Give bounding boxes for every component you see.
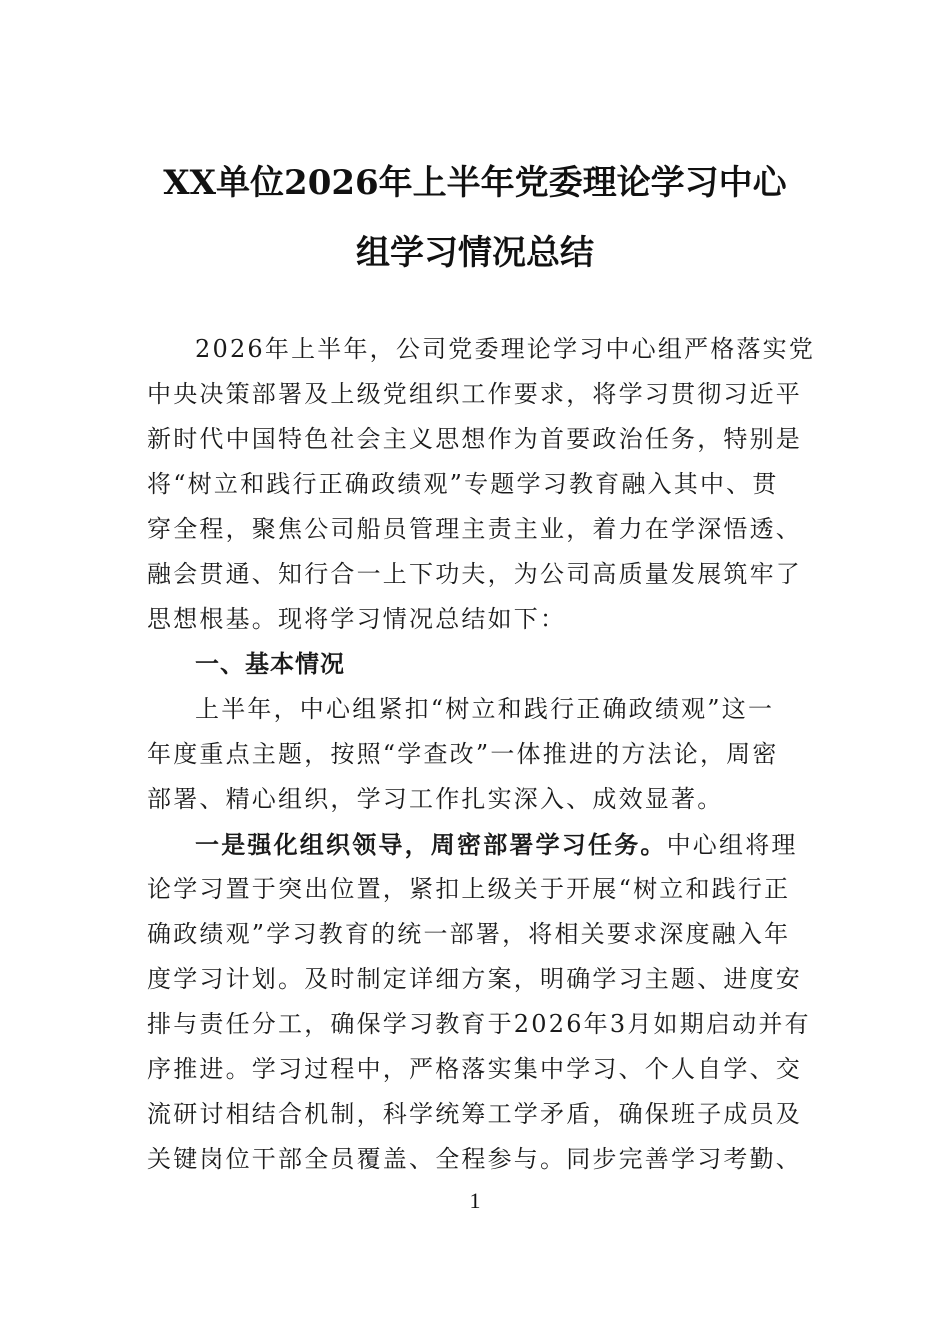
point1-line: 流研讨相结合机制，科学统筹工学矛盾，确保班子成员及	[147, 1100, 802, 1128]
intro-line: 中央决策部署及上级党组织工作要求，将学习贯彻习近平	[147, 380, 802, 408]
intro-line: 2026年上半年，公司党委理论学习中心组严格落实党	[195, 335, 816, 363]
point1-line: 序推进。学习过程中，严格落实集中学习、个人自学、交	[147, 1055, 802, 1083]
document-body	[147, 327, 816, 1182]
point1-line: 排与责任分工，确保学习教育于2026年3月如期启动并有	[147, 1010, 811, 1038]
section1-line: 年度重点主题，按照“学查改”一体推进的方法论，周密	[147, 740, 779, 768]
section1-line: 上半年，中心组紧扣“树立和践行正确政绩观”这一	[195, 695, 775, 723]
point1-line: 度学习计划。及时制定详细方案，明确学习主题、进度安	[147, 965, 802, 993]
intro-line: 思想根基。现将学习情况总结如下：	[147, 605, 567, 633]
intro-line: 将“树立和践行正确政绩观”专题学习教育融入其中、贯	[147, 470, 779, 498]
document-title-line-1: XX单位2026年上半年党委理论学习中心	[163, 163, 787, 203]
point1-line: 关键岗位干部全员覆盖、全程参与。同步完善学习考勤、	[147, 1145, 802, 1173]
intro-line: 融会贯通、知行合一上下功夫，为公司高质量发展筑牢了	[147, 560, 802, 588]
intro-line: 新时代中国特色社会主义思想作为首要政治任务，特别是	[147, 425, 802, 453]
point1-text: 中心组将理	[666, 831, 798, 859]
document-title-line-2: 组学习情况总结	[356, 233, 594, 273]
point1-first-line	[147, 822, 807, 867]
section-heading-basic-situation: 一、基本情况	[195, 650, 345, 678]
intro-line: 穿全程，聚焦公司船员管理主责主业，着力在学深悟透、	[147, 515, 802, 543]
section1-line: 部署、精心组织，学习工作扎实深入、成效显著。	[147, 785, 724, 813]
page-number: 1	[469, 1188, 481, 1213]
point1-line: 论学习置于突出位置，紧扣上级关于开展“树立和践行正	[147, 875, 791, 903]
point1-line: 确政绩观”学习教育的统一部署，将相关要求深度融入年	[147, 920, 791, 948]
point1-bold-lead: 一是强化组织领导，周密部署学习任务。	[195, 830, 667, 859]
